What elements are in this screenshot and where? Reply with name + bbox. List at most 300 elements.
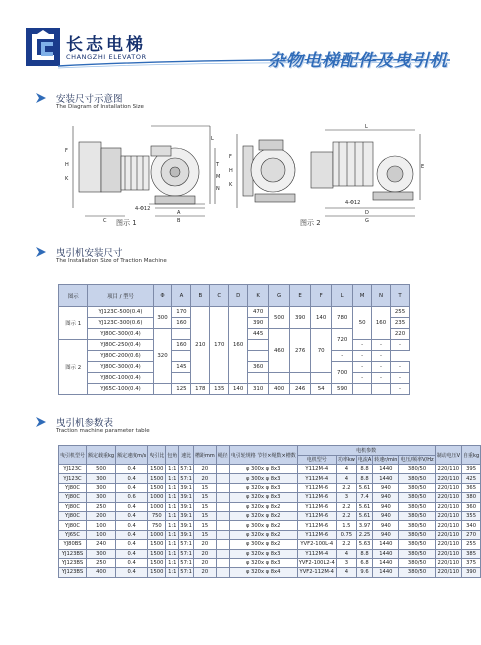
table-cell: 1500 (148, 483, 166, 492)
col-header: G (269, 285, 290, 307)
table-cell: Y112M-6 (297, 493, 336, 502)
t-cell: 235 (390, 318, 409, 329)
k-cell: 390 (248, 318, 269, 329)
table-cell: 0.4 (116, 521, 148, 530)
table-cell: φ 320x φ 8x3 (229, 558, 297, 567)
table-cell: 15 (193, 502, 216, 511)
col-header: 绳径 (216, 446, 229, 465)
table-cell: 500 (87, 465, 116, 474)
table-cell: 1500 (148, 568, 166, 577)
table-row (59, 511, 481, 520)
installation-diagram-2 (225, 112, 425, 232)
table-cell: 425 (462, 474, 481, 483)
t-cell: - (390, 384, 409, 395)
m-cell: - (332, 351, 353, 362)
g-cell (269, 373, 290, 384)
m-cell: - (353, 362, 372, 373)
table-cell: 1440 (373, 474, 399, 483)
e-cell: 276 (290, 329, 311, 373)
e-cell: 390 (290, 307, 311, 329)
table-cell: 1000 (148, 493, 166, 502)
table-row (59, 384, 410, 395)
dim-label-T: T (216, 162, 220, 168)
l-cell: 720 (332, 329, 353, 351)
table-cell (216, 568, 229, 577)
section-arrow-icon (36, 93, 46, 103)
t-cell: - (390, 373, 409, 384)
table-cell: 250 (87, 558, 116, 567)
l-cell: 590 (332, 384, 353, 395)
table-cell: 220/110 (435, 502, 461, 511)
table-cell: YJ65C (59, 530, 87, 539)
table-cell: 0.4 (116, 502, 148, 511)
col-header-model-label: 型号 (123, 293, 134, 300)
table-cell: 380/50 (399, 549, 435, 558)
model-cell: YJ80C-300(0.4) (88, 329, 153, 340)
k-cell (248, 340, 269, 351)
col-header: 额定速度m/s (116, 446, 148, 465)
table-cell: 340 (462, 521, 481, 530)
table-cell: 380/50 (399, 521, 435, 530)
col-header: A (172, 285, 191, 307)
n-cell: - (372, 362, 391, 373)
col-header: M (353, 285, 372, 307)
table-cell: 1:1 (166, 549, 179, 558)
table-cell: 39:1 (180, 513, 192, 520)
t-cell: 220 (390, 329, 409, 340)
table-cell: 200 (87, 511, 116, 520)
table-cell: φ 320x φ 8x3 (229, 483, 297, 492)
n-cell: - (372, 373, 391, 384)
col-header: 槽距mm (193, 446, 216, 465)
table-cell: 6.8 (356, 558, 372, 567)
table-row (59, 307, 410, 318)
table-cell: 380 (462, 493, 481, 502)
col-header: B (191, 285, 210, 307)
table-cell: 220/110 (435, 483, 461, 492)
table-cell: 2.2 (336, 540, 356, 549)
table-cell: 220/110 (435, 530, 461, 539)
table-row (59, 549, 481, 558)
table-cell: φ 300x φ 8x3 (229, 474, 297, 483)
f-cell: 54 (311, 384, 332, 395)
dim-label-G: G (365, 218, 369, 224)
table-cell: 5.61 (356, 483, 372, 492)
col-header: 转速r/min (373, 455, 399, 465)
col-header: 额定载重kg (87, 446, 116, 465)
table-cell: 15 (193, 493, 216, 502)
t-cell: - (390, 362, 409, 373)
k-cell: 310 (248, 384, 269, 395)
table-cell: 940 (373, 521, 399, 530)
installation-size-table (58, 284, 410, 395)
section-subtitle: The Installation Size of Traction Machine (56, 258, 167, 264)
k-cell: 445 (248, 329, 269, 340)
table-cell: 380/50 (399, 530, 435, 539)
table-cell: 0.4 (116, 530, 148, 539)
table-cell: 8.8 (356, 549, 372, 558)
k-cell: 360 (248, 362, 269, 373)
model-cell: YJ123C-500(0.4) (88, 307, 153, 318)
table-cell (216, 549, 229, 558)
table-cell: 39:1 (180, 503, 192, 510)
phi-cell: 320 (153, 329, 172, 384)
b-cell: 210 (191, 307, 210, 384)
table-cell: Y112M-4 (297, 474, 336, 483)
col-header: 电机型号 (297, 455, 336, 465)
table-cell: 940 (373, 511, 399, 520)
group-figure-1: 图示 1 (59, 307, 88, 340)
table-row (59, 568, 481, 577)
table-cell: 380/50 (399, 540, 435, 549)
col-header: C (210, 285, 229, 307)
f-cell: 140 (311, 307, 332, 329)
table-cell: φ 300x φ 8x2 (229, 540, 297, 549)
installation-diagram-1 (55, 112, 230, 232)
dim-label-M: M (216, 174, 221, 180)
table-cell: φ 320x φ 8x3 (229, 493, 297, 502)
table-cell: 4 (336, 474, 356, 483)
dim-label-H: H (229, 168, 233, 174)
table-row (59, 502, 481, 511)
k-cell (248, 351, 269, 362)
n-cell: 160 (372, 307, 391, 340)
dim-label-C: C (103, 218, 107, 224)
table-cell: 0.75 (336, 530, 356, 539)
col-group-motor: 电机参数 (297, 446, 435, 456)
table-cell: Y112M-6 (297, 511, 336, 520)
n-cell: - (372, 340, 391, 351)
table-cell (216, 530, 229, 539)
table-cell: 5.63 (356, 540, 372, 549)
table-cell: 220/110 (435, 465, 461, 474)
col-header: L (332, 285, 353, 307)
table-cell: 220/110 (435, 511, 461, 520)
table-cell: 1500 (148, 474, 166, 483)
phi-cell: 300 (153, 307, 172, 329)
table-cell: 380/50 (399, 483, 435, 492)
table-cell: 1:1 (166, 493, 179, 502)
table-cell: 940 (373, 493, 399, 502)
table-cell: 15 (193, 483, 216, 492)
k-cell: 470 (248, 307, 269, 318)
dim-label-K: K (65, 176, 69, 182)
table-cell: 1440 (373, 568, 399, 577)
table-cell: 57:1 (180, 550, 192, 557)
table-cell: YJ123C (59, 474, 87, 483)
d-cell: 160 (229, 307, 248, 384)
table-cell: 1:1 (166, 530, 179, 539)
table-cell: 220/110 (435, 568, 461, 577)
table-cell: 2.2 (336, 502, 356, 511)
table-cell: 8.8 (356, 474, 372, 483)
table-cell: 255 (462, 540, 481, 549)
table-cell: 380/50 (399, 502, 435, 511)
table-cell: 39:1 (180, 484, 192, 491)
section-subtitle: The Diagram of Installation Size (56, 104, 144, 110)
table-cell: 5.61 (356, 502, 372, 511)
k-cell (248, 373, 269, 384)
table-cell: YJ80C (59, 511, 87, 520)
f-cell: 70 (311, 329, 332, 373)
table-row (59, 493, 481, 502)
table-cell: 300 (87, 474, 116, 483)
table-row (59, 483, 481, 492)
m-cell: - (353, 373, 372, 384)
table-cell: 4 (336, 549, 356, 558)
table-cell: 2.25 (356, 530, 372, 539)
table-cell: 1:1 (166, 540, 179, 549)
table-cell: 240 (87, 540, 116, 549)
table-cell: 0.4 (116, 549, 148, 558)
n-cell (372, 384, 391, 395)
dim-label-E: E (421, 164, 425, 170)
table-cell (216, 521, 229, 530)
model-cell: YJ123C-300(0.6) (88, 318, 153, 329)
model-cell: YJ80C-250(0.4) (88, 340, 153, 351)
table-cell: φ 320x φ 8x3 (229, 549, 297, 558)
table-cell: YJ80BS (59, 540, 87, 549)
table-cell: 1:1 (166, 568, 179, 577)
table-cell: 57:1 (180, 541, 192, 548)
a-cell: 145 (172, 362, 191, 373)
table-cell (216, 465, 229, 474)
m-cell: - (353, 340, 372, 351)
t-cell: 255 (390, 307, 409, 318)
section-title: 安装尺寸示意图 (56, 94, 123, 105)
table-cell: Y112M-4 (297, 465, 336, 474)
col-header: 曳引机型号 (59, 446, 87, 465)
brand-name-en: CHANGZHI ELEVATOR (66, 53, 147, 61)
table-cell: 1440 (373, 465, 399, 474)
b-cell: 178 (191, 384, 210, 395)
table-cell: 20 (193, 474, 216, 483)
section-arrow-icon (36, 417, 46, 427)
table-cell: 8.8 (356, 465, 372, 474)
table-cell: YJ123BS (59, 558, 87, 567)
table-cell: 300 (87, 493, 116, 502)
table-row (59, 540, 481, 549)
table-cell: 15 (193, 530, 216, 539)
table-cell: Y112M-6 (297, 521, 336, 530)
col-header: 包角 (166, 446, 179, 465)
table-cell: 1440 (373, 558, 399, 567)
figure-1-label: 图示 1 (116, 219, 137, 227)
m-cell: 50 (353, 307, 372, 340)
a-cell (172, 373, 191, 384)
table-cell: 0.4 (116, 511, 148, 520)
table-cell: YVF2-100L2-4 (298, 560, 335, 567)
table-cell: φ 320x φ 8x2 (229, 511, 297, 520)
phi-cell (153, 384, 172, 395)
dim-label-hole: 4-Φ12 (345, 200, 361, 206)
table-cell: 940 (373, 483, 399, 492)
table-cell: 270 (462, 530, 481, 539)
dim-label-hole: 4-Φ12 (135, 206, 151, 212)
g-cell: 460 (269, 329, 290, 373)
table-cell: 380/50 (399, 568, 435, 577)
table-cell: 3 (336, 558, 356, 567)
table-cell: YJ80C (59, 521, 87, 530)
model-cell: YJ80C-200(0.6) (88, 351, 153, 362)
table-cell: 220/110 (435, 493, 461, 502)
table-cell: 57:1 (180, 569, 192, 576)
table-cell (216, 558, 229, 567)
table-cell: 20 (193, 465, 216, 474)
col-header: F (311, 285, 332, 307)
c-cell: 135 (210, 384, 229, 395)
t-cell: - (372, 351, 391, 362)
table-cell: 220/110 (435, 549, 461, 558)
table-cell: 1:1 (166, 511, 179, 520)
table-row (59, 465, 481, 474)
dim-label-N: N (216, 186, 220, 192)
dim-label-L: L (365, 124, 368, 130)
dim-label-B: B (177, 218, 181, 224)
col-header-figure: 图示 (59, 285, 88, 307)
table-cell: 20 (193, 540, 216, 549)
table-cell: Y112M-6 (297, 483, 336, 492)
table-cell: 1:1 (166, 483, 179, 492)
table-cell: 360 (462, 502, 481, 511)
table-cell: 750 (148, 521, 166, 530)
table-cell: Y112M-4 (297, 549, 336, 558)
table-cell: 2.2 (336, 483, 356, 492)
table-cell: 380/50 (399, 511, 435, 520)
table-cell: 375 (462, 558, 481, 567)
table-cell: 57:1 (180, 466, 192, 473)
table-cell: φ 320x φ 8x4 (229, 568, 297, 577)
table-cell: 390 (462, 568, 481, 577)
page-header (0, 0, 474, 74)
section-title: 曳引机参数表 (56, 418, 114, 429)
table-cell: 20 (193, 568, 216, 577)
banner-title: 杂物电梯配件及曳引机 (268, 51, 448, 71)
table-cell: 20 (193, 558, 216, 567)
table-cell: Y112M-6 (297, 502, 336, 511)
model-cell: YJ80C-300(0.4) (88, 362, 153, 373)
col-header: 速比 (179, 446, 194, 465)
table-cell: 1:1 (166, 502, 179, 511)
table-cell: 940 (373, 530, 399, 539)
table-cell: 220/110 (435, 540, 461, 549)
table-cell: YJ123C (59, 465, 87, 474)
dim-label-L: L (211, 136, 214, 142)
table-cell: 7.4 (356, 493, 372, 502)
table-cell: 100 (87, 530, 116, 539)
dim-label-F: F (65, 148, 68, 154)
table-cell: 0.4 (116, 568, 148, 577)
section-title: 曳引机安装尺寸 (56, 248, 123, 259)
parameter-table (58, 445, 481, 578)
table-cell (216, 474, 229, 483)
l-cell: 780 (332, 307, 353, 329)
a-cell: 160 (172, 340, 191, 351)
table-cell: 940 (373, 502, 399, 511)
table-cell: 1000 (148, 502, 166, 511)
table-cell: 1500 (148, 540, 166, 549)
table-cell: 1.5 (336, 521, 356, 530)
a-cell: 125 (172, 384, 191, 395)
table-cell: 1440 (373, 540, 399, 549)
table-cell: 1500 (148, 549, 166, 558)
table-cell: 39:1 (180, 531, 192, 538)
table-cell: 380/50 (399, 474, 435, 483)
brand-name-cn: 长志电梯 (66, 35, 146, 55)
col-header: E (290, 285, 311, 307)
c-cell: 170 (210, 307, 229, 384)
table-cell: 1:1 (166, 558, 179, 567)
table-cell: 57:1 (180, 560, 192, 567)
e-cell (290, 373, 311, 384)
table-row (59, 521, 481, 530)
col-header: 制动电压V (435, 446, 461, 465)
figure-2-label: 图示 2 (300, 219, 321, 227)
table-cell: YVF2-100L-4 (297, 540, 336, 549)
table-cell: φ 300x φ 8x3 (229, 465, 297, 474)
table-cell: 1:1 (166, 465, 179, 474)
table-cell: YVF2-112M-4 (297, 568, 336, 577)
g-cell: 500 (269, 307, 290, 329)
table-cell: YJ123BS (59, 549, 87, 558)
col-header: Φ (153, 285, 172, 307)
table-cell: 57:1 (180, 475, 192, 482)
col-header-model: 项目 / 型号 (88, 285, 153, 307)
table-cell: 400 (87, 568, 116, 577)
col-header: 电压/频率V/Hz (399, 455, 435, 465)
table-cell: YJ80C (59, 483, 87, 492)
a-cell (172, 351, 191, 362)
table-cell: 15 (193, 511, 216, 520)
table-cell: 1440 (373, 549, 399, 558)
table-cell: YJ123BS (59, 568, 87, 577)
col-header: N (372, 285, 391, 307)
table-cell: 1500 (148, 465, 166, 474)
col-header-item: 项目 (107, 293, 118, 300)
table-cell: 365 (462, 483, 481, 492)
table-row (59, 530, 481, 539)
a-cell: 160 (172, 318, 191, 329)
col-header: D (229, 285, 248, 307)
section-subtitle: Traction machine parameter table (56, 428, 150, 434)
table-cell: φ 300x φ 8x2 (229, 521, 297, 530)
model-cell: YJ65C-100(0.4) (88, 384, 153, 395)
dim-label-K: K (229, 182, 233, 188)
table-cell: 385 (462, 549, 481, 558)
col-header: T (390, 285, 409, 307)
col-header: 电流A (356, 455, 372, 465)
col-header: 功率kw (336, 455, 356, 465)
table-cell: 1500 (148, 558, 166, 567)
table-cell (216, 540, 229, 549)
col-header: 曳引轮规格 节径×绳数×槽数 (229, 446, 297, 465)
table-row (59, 558, 481, 567)
l-cell: 700 (332, 362, 353, 384)
table-cell: 5.61 (356, 511, 372, 520)
table-cell: 9.6 (356, 568, 372, 577)
table-cell (216, 493, 229, 502)
brand-logo-icon (26, 28, 60, 66)
m-cell (353, 384, 372, 395)
table-cell: 4 (336, 465, 356, 474)
t-cell: - (390, 340, 409, 351)
table-cell (216, 511, 229, 520)
table-cell: 300 (87, 483, 116, 492)
table-cell: 0.4 (116, 483, 148, 492)
group-figure-2: 图示 2 (59, 340, 88, 395)
table-cell: 750 (148, 511, 166, 520)
table-cell: 1:1 (166, 521, 179, 530)
